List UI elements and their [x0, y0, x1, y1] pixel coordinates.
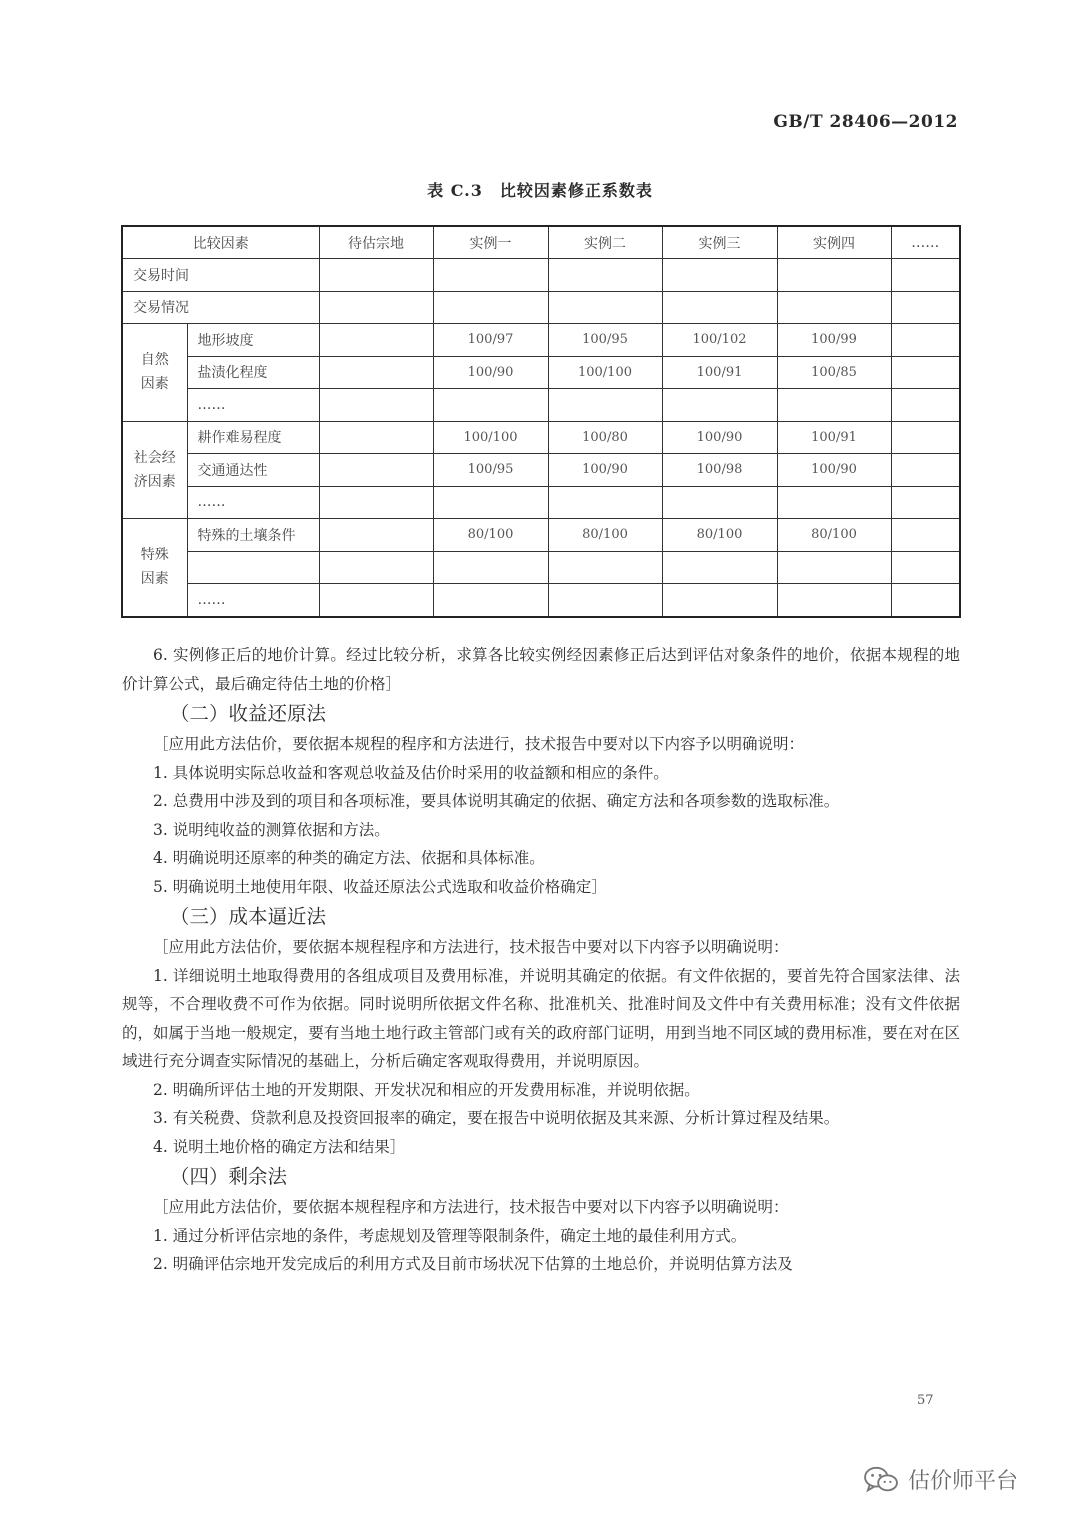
section-heading: （四）剩余法	[170, 1165, 288, 1188]
table-row	[122, 584, 960, 617]
factor-correction-table	[121, 225, 961, 618]
row-label: 耕作难易程度	[187, 421, 319, 454]
table-row	[122, 486, 960, 519]
paragraph: 2. 明确评估宗地开发完成后的利用方式及目前市场状况下估算的土地总价，并说明估算方法及	[153, 1255, 793, 1273]
paragraph: ［应用此方法估价，要依据本规程程序和方法进行，技术报告中要对以下内容予以明确说明：	[153, 1198, 789, 1216]
row-label: ……	[187, 584, 319, 617]
header-cell: ……	[891, 226, 960, 259]
value-cell: 100/91	[662, 356, 777, 389]
paragraph: 6. 实例修正后的地价计算。经过比较分析，求算各比较实例经因素修正后达到评估对象条件的地价，依据本规程的地价计算公式，最后确定待估土地的价格］	[122, 646, 960, 693]
row-label: 交通通达性	[187, 454, 319, 487]
header-cell: 比较因素	[122, 226, 319, 259]
value-cell: 80/100	[548, 519, 662, 552]
paragraph: 1. 通过分析评估宗地的条件，考虑规划及管理等限制条件，确定土地的最佳利用方式。	[153, 1226, 747, 1245]
table-row	[122, 519, 960, 552]
row-label: 地形坡度	[187, 324, 319, 357]
table-row	[122, 421, 960, 454]
table-title: 表 C.3 比较因素修正系数表	[427, 181, 653, 200]
value-cell: 100/85	[777, 356, 891, 389]
value-cell: 80/100	[433, 519, 548, 552]
value-cell: 80/100	[777, 519, 891, 552]
header-cell: 实例四	[777, 226, 891, 259]
table-row	[122, 454, 960, 487]
row-label: 交易时间	[122, 259, 319, 292]
paragraph: 3. 有关税费、贷款利息及投资回报率的确定，要在报告中说明依据及其来源、分析计算过程及结果。	[153, 1109, 840, 1127]
paragraph: 1. 详细说明土地取得费用的各组成项目及费用标准，并说明其确定的依据。有文件依据的，要首先符合国家法律、法规等，不合理收费不可作为依据。同时说明所依据文件名称、批准机关、批准时间及文件中有关费用标准；没有文件依据的，如属于当地一般规定，要有当地土地行政主管部门或有关的政府部门证明，用到当地不同区域的费用标准，要在对在区域进行充分调查实际情况的基础上，分析后确定客观取得费用，并说明原因。	[122, 966, 960, 1070]
row-label	[187, 551, 319, 584]
paragraph: 2. 总费用中涉及到的项目和各项标准，要具体说明其确定的依据、确定方法和各项参数的选取标准。	[153, 792, 840, 810]
section-heading: （三）成本逼近法	[170, 905, 327, 928]
value-cell: 100/97	[433, 324, 548, 357]
header-cell: 实例三	[662, 226, 777, 259]
row-label: 交易情况	[122, 291, 319, 324]
watermark	[862, 1464, 1018, 1495]
value-cell: 80/100	[662, 519, 777, 552]
group-label-natural: 自然 因素	[122, 324, 187, 422]
value-cell: 100/102	[662, 324, 777, 357]
wechat-icon	[862, 1465, 900, 1495]
value-cell: 100/100	[433, 421, 548, 454]
paragraph: 5. 明确说明土地使用年限、收益还原法公式选取和收益价格确定］	[153, 877, 607, 896]
row-label: 特殊的土壤条件	[187, 519, 319, 552]
paragraph: ［应用此方法估价，要依据本规程程序和方法进行，技术报告中要对以下内容予以明确说明：	[153, 938, 789, 956]
header-cell: 待估宗地	[319, 226, 433, 259]
standard-code: GB/T 28406—2012	[773, 112, 958, 132]
value-cell: 100/99	[777, 324, 891, 357]
value-cell: 100/100	[548, 356, 662, 389]
header-cell: 实例二	[548, 226, 662, 259]
header-cell: 实例一	[433, 226, 548, 259]
page-number: 57	[917, 1393, 934, 1408]
group-label-social: 社会经 济因素	[122, 421, 187, 519]
paragraph: 4. 明确说明还原率的种类的确定方法、依据和具体标准。	[153, 849, 545, 867]
group-label-special: 特殊 因素	[122, 519, 187, 617]
value-cell: 100/80	[548, 421, 662, 454]
table-row	[122, 291, 960, 324]
value-cell: 100/90	[777, 454, 891, 487]
table-row	[122, 324, 960, 357]
watermark-text: 估价师平台	[908, 1469, 1019, 1494]
table-row	[122, 356, 960, 389]
value-cell: 100/91	[777, 421, 891, 454]
value-cell: 100/98	[662, 454, 777, 487]
value-cell: 100/90	[662, 421, 777, 454]
paragraph: ［应用此方法估价，要依据本规程的程序和方法进行，技术报告中要对以下内容予以明确说明：	[153, 735, 805, 753]
section-heading: （二）收益还原法	[170, 702, 327, 725]
paragraph: 3. 说明纯收益的测算依据和方法。	[153, 820, 390, 839]
table-row	[122, 259, 960, 292]
value-cell: 100/90	[433, 356, 548, 389]
body-text	[122, 641, 960, 1279]
row-label: ……	[187, 486, 319, 519]
value-cell: 100/95	[433, 454, 548, 487]
value-cell: 100/95	[548, 324, 662, 357]
paragraph: 2. 明确所评估土地的开发期限、开发状况和相应的开发费用标准，并说明依据。	[153, 1080, 700, 1099]
paragraph: 4. 说明土地价格的确定方法和结果］	[153, 1137, 406, 1156]
row-label: ……	[187, 389, 319, 422]
table-header-row	[122, 226, 960, 259]
row-label: 盐渍化程度	[187, 356, 319, 389]
table-row	[122, 389, 960, 422]
table-row	[122, 551, 960, 584]
paragraph: 1. 具体说明实际总收益和客观总收益及估价时采用的收益额和相应的条件。	[153, 763, 669, 782]
value-cell: 100/90	[548, 454, 662, 487]
